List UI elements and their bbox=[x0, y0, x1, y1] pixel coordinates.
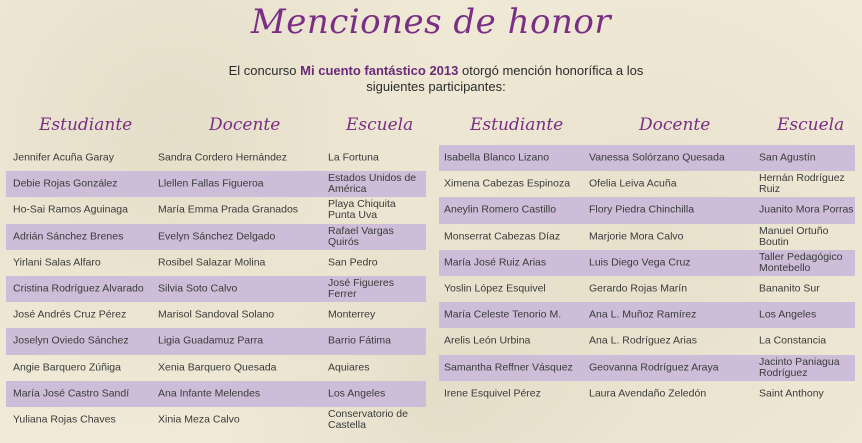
table-row bbox=[6, 224, 426, 250]
table-row bbox=[439, 145, 855, 171]
table-row bbox=[6, 250, 426, 276]
student-name: Ximena Cabezas Espinoza bbox=[444, 177, 571, 190]
school-name: Manuel Ortuño Boutin bbox=[759, 224, 829, 248]
school-name: Bananito Sur bbox=[759, 282, 820, 295]
student-name: Arelis León Urbina bbox=[444, 334, 531, 347]
table-row bbox=[6, 407, 426, 433]
teacher-name: Ana Infante Melendes bbox=[158, 387, 261, 400]
teacher-name: Ana L. Muñoz Ramírez bbox=[589, 308, 697, 321]
teacher-name: María Emma Prada Granados bbox=[158, 203, 299, 216]
student-name: Joselyn Oviedo Sánchez bbox=[13, 334, 129, 347]
student-name: Irene Esquivel Pérez bbox=[444, 387, 541, 400]
student-name: Adrián Sánchez Brenes bbox=[13, 230, 124, 243]
student-name: Monserrat Cabezas Díaz bbox=[444, 230, 561, 243]
header-teacher: Docente bbox=[209, 115, 281, 135]
honors-table-right bbox=[439, 115, 855, 407]
student-name: Samantha Reffner Vásquez bbox=[444, 361, 573, 374]
header-student: Estudiante bbox=[39, 115, 133, 135]
table-row bbox=[439, 355, 855, 381]
student-name: Isabella Blanco Lizano bbox=[444, 151, 550, 164]
teacher-name: Llellen Fallas Figueroa bbox=[158, 177, 264, 190]
teacher-name: Ligia Guadamuz Parra bbox=[158, 334, 264, 347]
teacher-name: Rosibel Salazar Molina bbox=[158, 256, 266, 269]
intro-before: El concurso bbox=[228, 63, 301, 78]
student-name: José Andrés Cruz Pérez bbox=[13, 308, 127, 321]
intro-text bbox=[226, 63, 646, 95]
school-name: Rafael Vargas Quirós bbox=[328, 224, 394, 248]
page-title: Menciones de honor bbox=[250, 2, 612, 42]
student-name: Yoslin López Esquivel bbox=[444, 282, 546, 295]
table-row bbox=[6, 328, 426, 354]
table-body-right bbox=[439, 145, 855, 407]
school-name: La Fortuna bbox=[328, 151, 379, 164]
header-student: Estudiante bbox=[470, 115, 564, 135]
table-row bbox=[439, 171, 855, 197]
student-name: María Celeste Tenorio M. bbox=[444, 308, 562, 321]
teacher-name: Sandra Cordero Hernández bbox=[158, 151, 287, 164]
student-name: Angie Barquero Zúñiga bbox=[13, 361, 121, 374]
contest-name: Mi cuento fantástico 2013 bbox=[300, 63, 459, 78]
teacher-name: Geovanna Rodríguez Araya bbox=[589, 361, 719, 374]
teacher-name: Vanessa Solórzano Quesada bbox=[589, 151, 725, 164]
school-name: Jacinto Paniagua Rodríguez bbox=[759, 355, 840, 379]
teacher-name: Gerardo Rojas Marín bbox=[589, 282, 688, 295]
school-name: San Pedro bbox=[328, 256, 378, 269]
honors-table-left bbox=[6, 115, 426, 433]
table-header bbox=[6, 115, 426, 145]
table-row bbox=[439, 197, 855, 223]
teacher-name: Xinia Meza Calvo bbox=[158, 413, 240, 426]
student-name: Yirlani Salas Alfaro bbox=[13, 256, 101, 269]
teacher-name: Ofelia Leiva Acuña bbox=[589, 177, 677, 190]
school-name: Aquiares bbox=[328, 361, 370, 374]
table-row bbox=[6, 276, 426, 302]
student-name: Debie Rojas González bbox=[13, 177, 118, 190]
school-name: Playa Chiquita Punta Uva bbox=[328, 198, 396, 222]
table-row bbox=[6, 197, 426, 223]
header-school: Escuela bbox=[777, 115, 845, 135]
school-name: José Figueres Ferrer bbox=[328, 277, 394, 301]
student-name: María José Ruiz Arias bbox=[444, 256, 547, 269]
student-name: Cristina Rodríguez Alvarado bbox=[13, 282, 144, 295]
school-name: Los Angeles bbox=[328, 387, 386, 400]
teacher-name: Evelyn Sánchez Delgado bbox=[158, 230, 276, 243]
student-name: Yuliana Rojas Chaves bbox=[13, 413, 116, 426]
table-body-left bbox=[6, 145, 426, 433]
teacher-name: Xenia Barquero Quesada bbox=[158, 361, 277, 374]
table-row bbox=[439, 224, 855, 250]
table-row bbox=[6, 355, 426, 381]
teacher-name: Laura Avendaño Zeledón bbox=[589, 387, 707, 400]
teacher-name: Flory Piedra Chinchilla bbox=[589, 203, 695, 216]
school-name: Saint Anthony bbox=[759, 387, 824, 400]
table-row bbox=[439, 328, 855, 354]
table-row bbox=[439, 250, 855, 276]
school-name: Monterrey bbox=[328, 308, 376, 321]
teacher-name: Marisol Sandoval Solano bbox=[158, 308, 275, 321]
table-row bbox=[6, 381, 426, 407]
teacher-name: Marjorie Mora Calvo bbox=[589, 230, 684, 243]
teacher-name: Ana L. Rodríguez Arias bbox=[589, 334, 697, 347]
teacher-name: Luis Diego Vega Cruz bbox=[589, 256, 691, 269]
teacher-name: Silvia Soto Calvo bbox=[158, 282, 238, 295]
student-name: Jennifer Acuña Garay bbox=[13, 151, 114, 164]
school-name: Los Angeles bbox=[759, 308, 817, 321]
table-row bbox=[439, 381, 855, 407]
student-name: Aneylin Romero Castillo bbox=[444, 203, 557, 216]
school-name: Estados Unidos de América bbox=[328, 172, 417, 196]
school-name: Hernán Rodríguez Ruiz bbox=[759, 172, 845, 196]
table-row bbox=[439, 276, 855, 302]
school-name: Juanito Mora Porras bbox=[759, 203, 854, 216]
school-name: La Constancia bbox=[759, 334, 827, 347]
header-school: Escuela bbox=[346, 115, 414, 135]
header-teacher: Docente bbox=[639, 115, 711, 135]
school-name: Barrio Fátima bbox=[328, 334, 392, 347]
school-name: Taller Pedagógico Montebello bbox=[759, 250, 843, 274]
student-name: Ho-Sai Ramos Aguinaga bbox=[13, 203, 128, 216]
school-name: Conservatorio de Castella bbox=[328, 407, 408, 431]
table-row bbox=[6, 302, 426, 328]
school-name: San Agustín bbox=[759, 151, 816, 164]
table-header bbox=[439, 115, 855, 145]
table-row bbox=[439, 302, 855, 328]
table-row bbox=[6, 145, 426, 171]
student-name: María José Castro Sandí bbox=[13, 387, 130, 400]
intro-after: otorgó mención honorífica a los siguientes participantes: bbox=[366, 63, 644, 94]
table-row bbox=[6, 171, 426, 197]
